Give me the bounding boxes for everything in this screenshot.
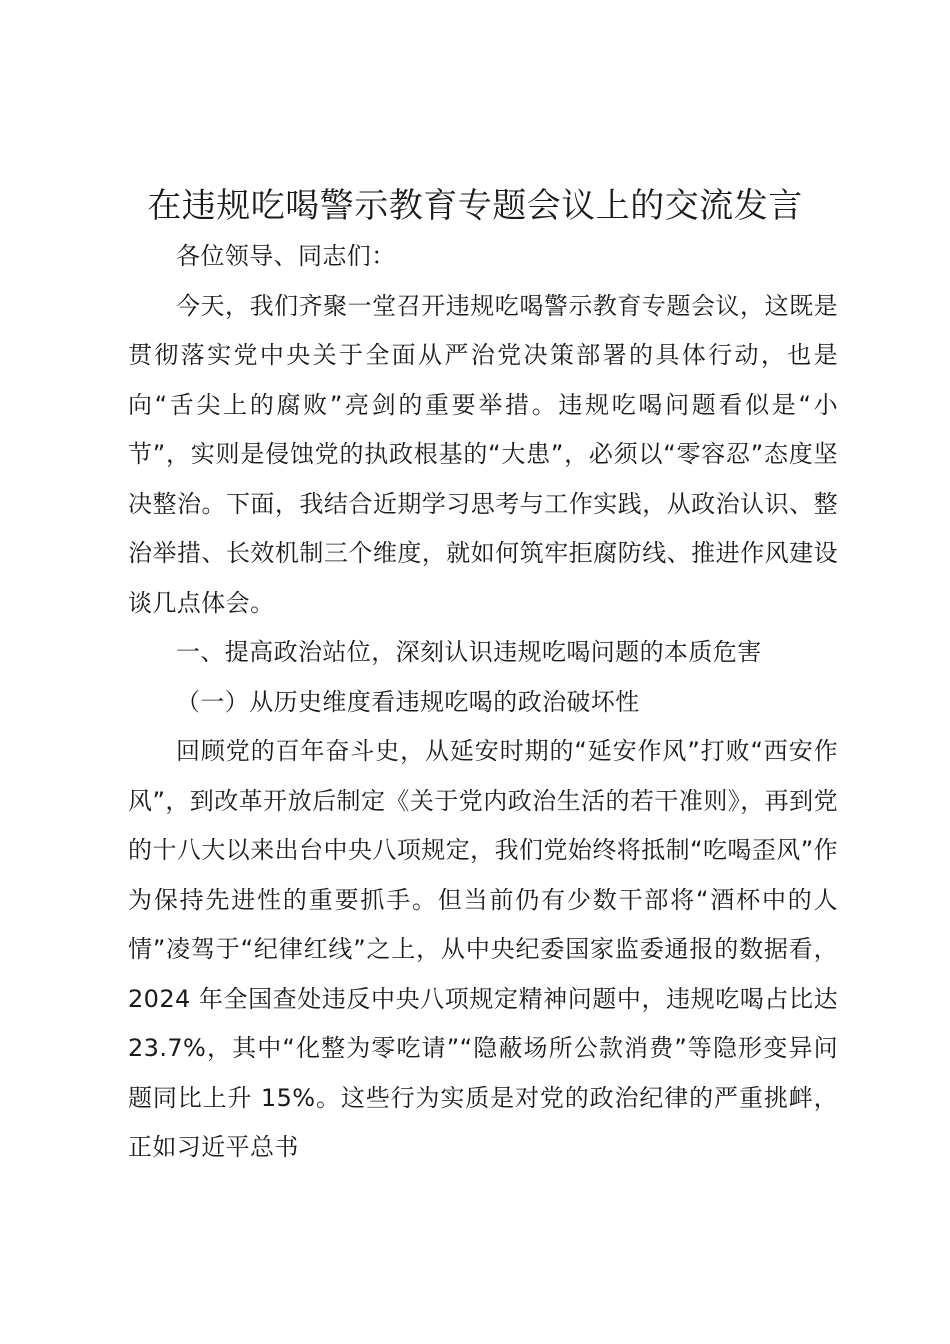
document-title: 在违规吃喝警示教育专题会议上的交流发言 — [147, 186, 803, 226]
salutation-paragraph: 各位领导、同志们： — [176, 242, 396, 270]
section-heading: 一、提高政治站位，深刻认识违规吃喝问题的本质危害 — [176, 638, 762, 666]
subsection-heading: （一）从历史维度看违规吃喝的政治破坏性 — [176, 687, 640, 716]
history-paragraph: 回顾党的百年奋斗史，从延安时期的“延安作风”打败“西安作风”，到改革开放后制定《关于党内政治生活的若干准则》，再到党的十八大以来出台中央八项规定，我们党始终将抵制“吃喝歪风”作为保持先进性的重要抓手。但当前仍有少数干部将“酒杯中的人情”凌驾于“纪律红线”之上，从中央纪委国家监委通报的数据看，2024 年全国查处违反中央八项规定精神问题中，违规吃喝占比达 23.7%，其中“化整为零吃请”“隐蔽场所公款消费”等隐形变异问题同比上升 15%。这些行为实质是对党的政治纪律的严重挑衅，正如习近平总书 — [128, 737, 838, 1161]
intro-paragraph: 今天，我们齐聚一堂召开违规吃喝警示教育专题会议，这既是贯彻落实党中央关于全面从严治党决策部署的具体行动，也是向“舌尖上的腐败”亮剑的重要举措。违规吃喝问题看似是“小节”，实则是侵蚀党的执政根基的“大患”，必须以“零容忍”态度坚决整治。下面，我结合近期学习思考与工作实践，从政治认识、整治举措、长效机制三个维度，就如何筑牢拒腐防线、推进作风建设谈几点体会。 — [128, 291, 838, 617]
document-body — [128, 232, 838, 1173]
